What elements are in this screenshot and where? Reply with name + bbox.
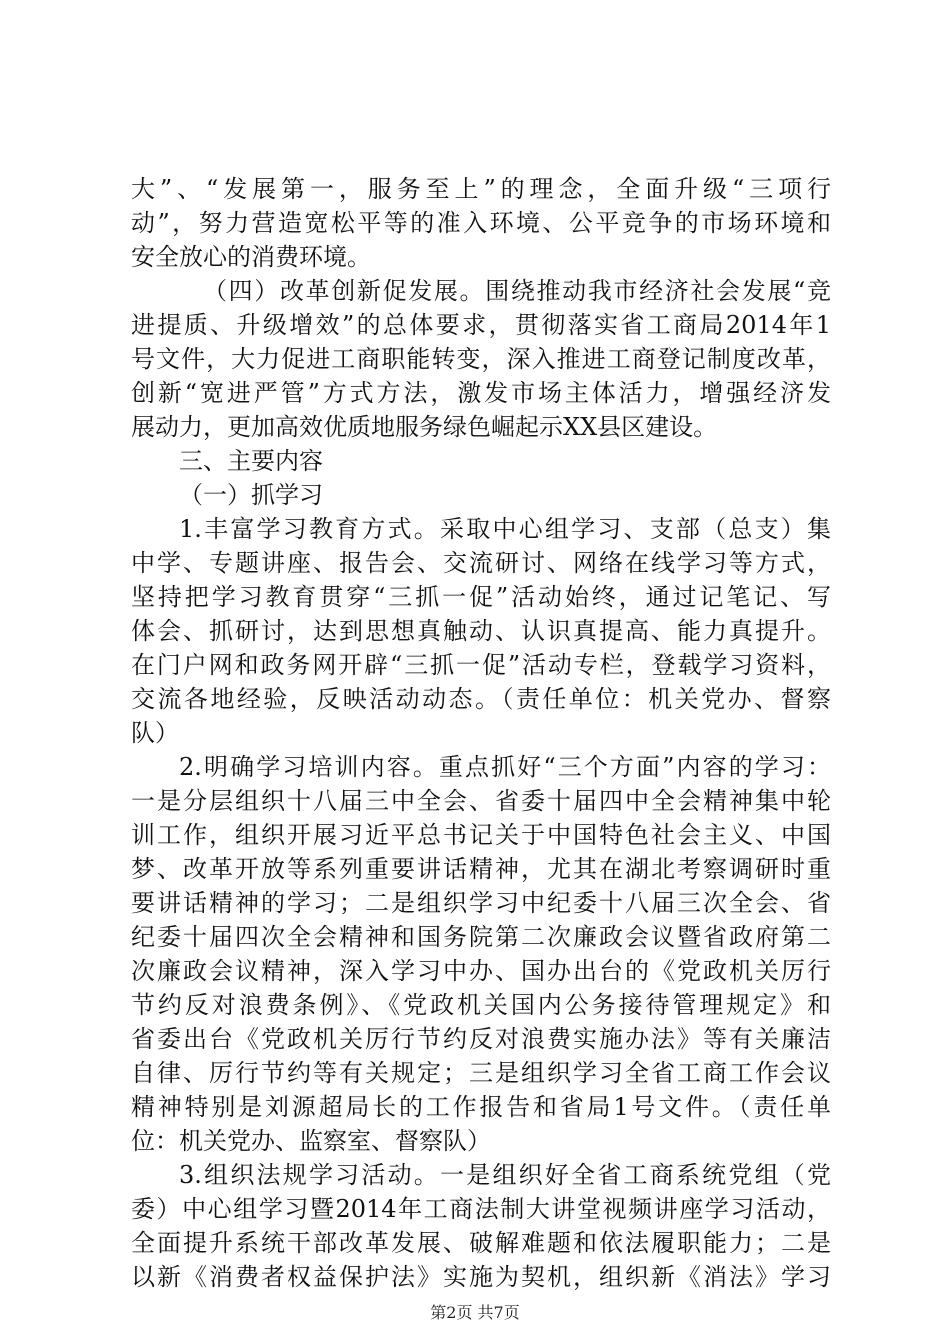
text-line: 梦、改革开放等系列重要讲话精神，尤其在湖北考察调研时重 [131,855,831,883]
text-line: 展动力，更加高效优质地服务绿色崛起示XX县区建设。 [131,413,718,441]
text-line: 在门户网和政务网开辟“三抓一促”活动专栏，登载学习资料， [131,651,831,679]
text-line: 队） [131,719,179,747]
subsection-heading: （一）抓学习 [179,481,323,509]
text-line: 以新《消费者权益保护法》实施为契机，组织新《消法》学习 [131,1263,831,1291]
text-line: 要讲话精神的学习；二是组织学习中纪委十八届三次全会、省 [131,889,831,917]
page-footer: 第2页 共7页 [430,1303,520,1322]
text-line: 大”、“发展第一，服务至上”的理念，全面升级“三项行 [131,175,831,203]
text-line: 精神特别是刘源超局长的工作报告和省局1号文件。（责任单 [131,1093,831,1121]
text-line: 委）中心组学习暨2014年工商法制大讲堂视频讲座学习活动， [131,1195,831,1223]
text-line: 训工作，组织开展习近平总书记关于中国特色社会主义、中国 [131,821,831,849]
text-line: 位：机关党办、监察室、督察队） [131,1127,491,1155]
text-line: 省委出台《党政机关厉行节约反对浪费实施办法》等有关廉洁 [131,1025,831,1053]
text-line: 自律、厉行节约等有关规定；三是组织学习全省工商工作会议 [131,1059,831,1087]
text-line: 中学、专题讲座、报告会、交流研讨、网络在线学习等方式， [131,549,831,577]
text-line: 交流各地经验，反映活动动态。（责任单位：机关党办、督察 [131,685,831,713]
text-line: 全面提升系统干部改革发展、破解难题和依法履职能力；二是 [131,1229,831,1257]
section-heading: 三、主要内容 [179,447,323,475]
text-line: 动”，努力营造宽松平等的准入环境、公平竞争的市场环境和 [131,209,831,237]
text-line: 1.丰富学习教育方式。采取中心组学习、支部（总支）集 [179,515,831,543]
text-line: 一是分层组织十八届三中全会、省委十届四中全会精神集中轮 [131,787,831,815]
document-body [131,172,831,1294]
text-line: 节约反对浪费条例》、《党政机关国内公务接待管理规定》和 [131,991,831,1019]
text-line: 体会、抓研讨，达到思想真触动、认识真提高、能力真提升。 [131,617,831,645]
text-line: 纪委十届四次全会精神和国务院第二次廉政会议暨省政府第二 [131,923,831,951]
text-line: （四）改革创新促发展。围绕推动我市经济社会发展“竞 [203,277,831,305]
text-line: 坚持把学习教育贯穿“三抓一促”活动始终，通过记笔记、写 [131,583,831,611]
text-line: 次廉政会议精神，深入学习中办、国办出台的《党政机关厉行 [131,957,831,985]
text-line: 2.明确学习培训内容。重点抓好“三个方面”内容的学习： [179,753,831,781]
text-line: 创新“宽进严管”方式方法，激发市场主体活力，增强经济发 [131,379,831,407]
text-line: 安全放心的消费环境。 [131,243,371,271]
text-line: 进提质、升级增效”的总体要求，贯彻落实省工商局2014年1 [131,311,831,339]
text-line: 3.组织法规学习活动。一是组织好全省工商系统党组（党 [179,1161,831,1189]
text-line: 号文件，大力促进工商职能转变，深入推进工商登记制度改革， [131,345,831,373]
